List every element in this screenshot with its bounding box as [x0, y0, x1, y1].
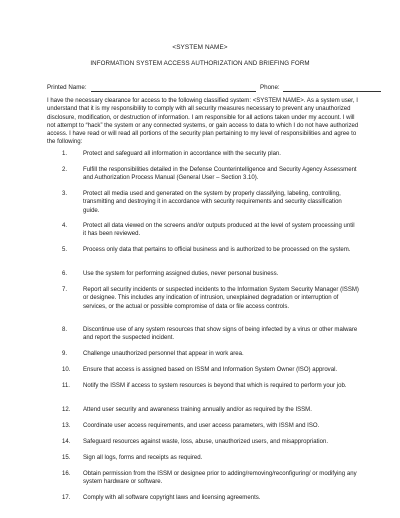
- item-text: Process only data that pertains to official business and is authorized to be processed on the system.: [83, 247, 351, 253]
- item-number: 13.: [62, 423, 71, 429]
- item-text: Sign all logs, forms and receipts as required.: [83, 455, 203, 461]
- item-number: 7.: [62, 287, 68, 293]
- item-number: 12.: [62, 407, 71, 413]
- item-text: Ensure that access is assigned based on ISSM and Information System Owner (ISO) approval.: [83, 367, 338, 373]
- item-number: 1.: [62, 151, 68, 157]
- item-text: Attend user security and awareness training annually and/or as required by the ISSM.: [83, 407, 312, 413]
- item-number: 3.: [62, 191, 68, 197]
- item-text: Safeguard resources against waste, loss, abuse, unauthorized users, and misappropriation.: [83, 439, 329, 445]
- item-text: Use the system for performing assigned duties, never personal business.: [83, 271, 279, 277]
- item-number: 9.: [62, 351, 68, 357]
- form-title: INFORMATION SYSTEM ACCESS AUTHORIZATION AND BRIEFING FORM: [90, 60, 310, 67]
- item-number: 14.: [62, 439, 71, 445]
- item-text: Protect all media used and generated on the system by properly classifying, labeling, controlling, transmitting and destroying it in accordance with security requirements and security classification guide.: [83, 191, 342, 214]
- item-text: Obtain permission from the ISSM or designee prior to adding/removing/reconfiguring/ or modifying any system hardware or software.: [83, 471, 357, 486]
- system-name-heading: <SYSTEM NAME>: [172, 44, 228, 51]
- item-text: Challenge unauthorized personnel that appear in work area.: [83, 351, 244, 357]
- item-number: 6.: [62, 271, 68, 277]
- item-number: 16.: [62, 471, 71, 477]
- item-text: Coordinate user access requirements, and user access parameters, with ISSM and ISO.: [83, 423, 320, 429]
- phone-field[interactable]: [283, 91, 381, 92]
- item-number: 11.: [62, 383, 70, 389]
- item-number: 8.: [62, 327, 68, 333]
- item-number: 15.: [62, 455, 71, 461]
- item-number: 4.: [62, 223, 68, 229]
- printed-name-field[interactable]: [91, 91, 256, 92]
- printed-name-label: Printed Name:: [47, 84, 87, 91]
- item-text: Protect all data viewed on the screens and/or outputs produced at the level of system processing until it has been reviewed.: [83, 223, 355, 238]
- item-number: 5.: [62, 247, 68, 253]
- item-number: 17.: [62, 495, 71, 501]
- item-number: 2.: [62, 167, 68, 173]
- phone-label: Phone:: [260, 84, 280, 91]
- item-text: Protect and safeguard all information in accordance with the security plan.: [83, 151, 281, 157]
- name-phone-row: [47, 84, 367, 93]
- item-text: Notify the ISSM if access to system resources is beyond that which is required to perform your job.: [83, 383, 347, 389]
- item-number: 10.: [62, 367, 71, 373]
- intro-paragraph: I have the necessary clearance for access to the following classified system: <SYSTEM NAME>. As a system user, I understand that it is my responsibility to comply with all security measures necessary to prevent any unauthorized disclosure, modification, or destruction of information. I am responsible for all actions taken under my account. I will not attempt to “hack” the system or any connected systems, or gain access to data to which I do not have authorized access. I have read or will read all portions of the security plan pertaining to my level of responsibilities and agree to the following:: [47, 98, 359, 146]
- item-text: Comply with all software copyright laws and licensing agreements.: [83, 495, 261, 501]
- item-text: Discontinue use of any system resources that show signs of being infected by a virus or other malware and report the suspected incident.: [83, 327, 358, 342]
- item-text: Fulfill the responsibilities detailed in the Defense Counterintelligence and Security Agency Assessment and Authorization Process Manual (General User – Section 3.10).: [83, 167, 357, 182]
- item-text: Report all security incidents or suspected incidents to the Information System Security Manager (ISSM) or designee. This includes any indication of intrusion, unexplained degradation or interruption of services, or the actual or possible compromise of data or file access controls.: [83, 287, 359, 310]
